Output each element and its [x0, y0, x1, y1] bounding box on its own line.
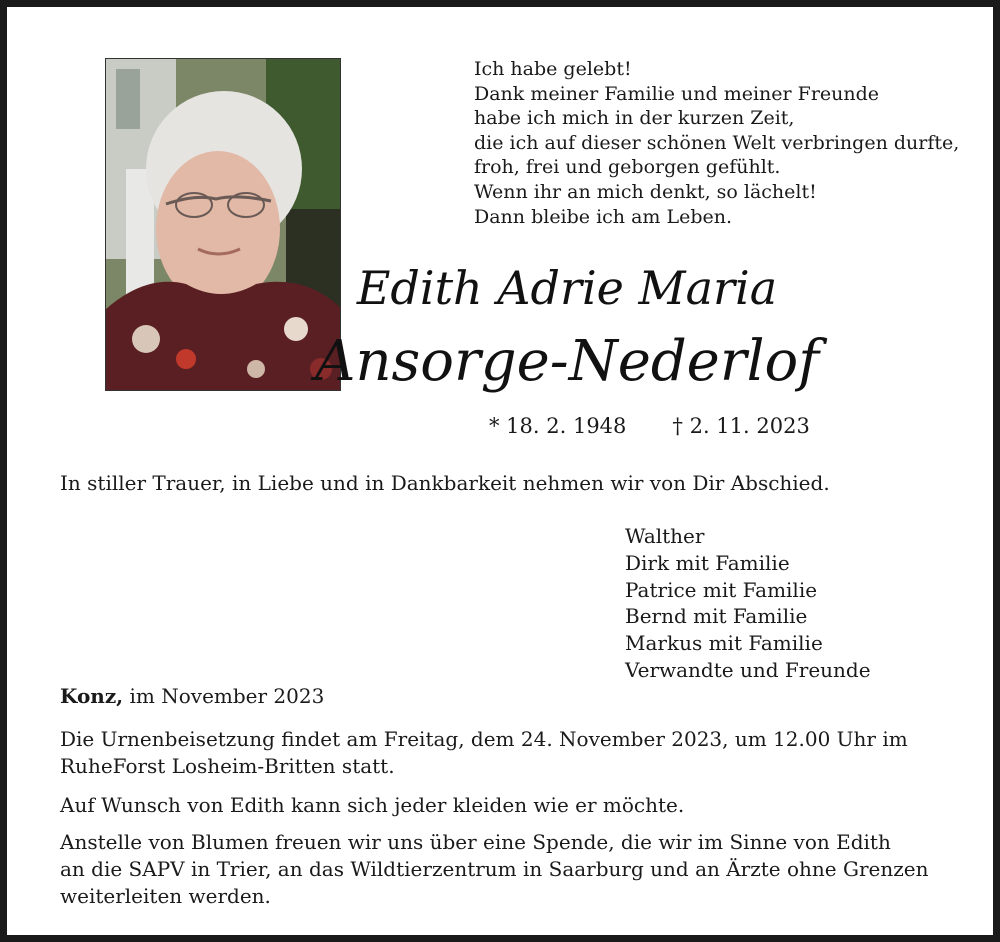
- poem-line: Wenn ihr an mich denkt, so lächelt!: [474, 180, 817, 203]
- deceased-first-names: Edith Adrie Maria: [356, 261, 778, 315]
- dress-notice: Auf Wunsch von Edith kann sich jeder kleiden wie er möchte.: [60, 793, 685, 817]
- death-date: † 2. 11. 2023: [672, 414, 810, 438]
- poem-line: Dann bleibe ich am Leben.: [474, 205, 733, 228]
- place-date: [60, 683, 324, 710]
- farewell-text: In stiller Trauer, in Liebe und in Dankbarkeit nehmen wir von Dir Abschied.: [60, 471, 830, 495]
- poem-line: Dank meiner Familie und meiner Freunde: [474, 82, 880, 105]
- donation-line: Anstelle von Blumen freuen wir uns über eine Spende, die wir im Sinne von Edith: [60, 830, 891, 854]
- poem: [474, 57, 959, 229]
- birth-date: * 18. 2. 1948: [489, 414, 627, 438]
- donation-line: weiterleiten werden.: [60, 884, 271, 908]
- mourner: Bernd mit Familie: [625, 604, 808, 629]
- mourner: Walther: [625, 524, 705, 548]
- place: Konz,: [60, 684, 124, 708]
- mourners-list: [625, 523, 871, 684]
- mourner: Markus mit Familie: [625, 631, 823, 656]
- donation-line: an die SAPV in Trier, an das Wildtierzentrum in Saarburg und an Ärzte ohne Grenzen: [60, 857, 929, 881]
- burial-line: Die Urnenbeisetzung findet am Freitag, dem 24. November 2023, um 12.00 Uhr im: [60, 727, 908, 751]
- burial-notice: [60, 726, 908, 780]
- mourner: Verwandte und Freunde: [625, 657, 871, 682]
- date-text: im November 2023: [123, 684, 325, 708]
- deceased-last-name: Ansorge-Nederlof: [315, 329, 819, 394]
- life-dates: [489, 414, 810, 438]
- poem-line: die ich auf dieser schönen Welt verbringen durfte,: [474, 131, 960, 154]
- poem-line: habe ich mich in der kurzen Zeit,: [474, 107, 795, 130]
- burial-line: RuheForst Losheim-Britten statt.: [60, 754, 395, 778]
- poem-line: froh, frei und geborgen gefühlt.: [474, 156, 781, 179]
- donation-notice: [60, 829, 929, 910]
- mourner: Dirk mit Familie: [625, 550, 790, 575]
- poem-line: Ich habe gelebt!: [474, 58, 632, 80]
- mourner: Patrice mit Familie: [625, 577, 818, 602]
